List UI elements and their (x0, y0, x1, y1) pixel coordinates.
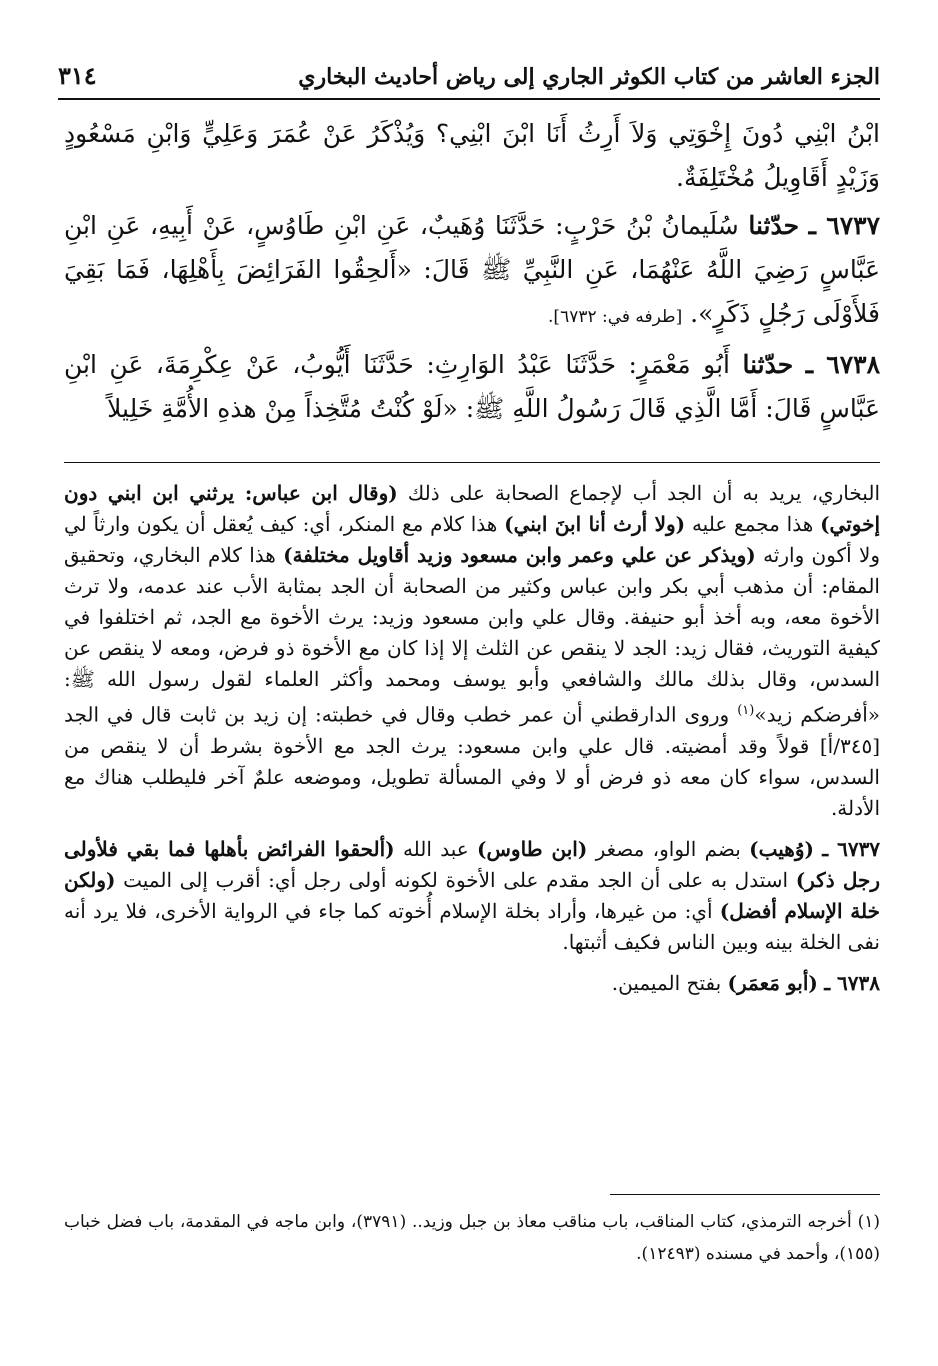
hadith-6737-number: ٦٧٣٧ ـ (808, 211, 881, 240)
hadith-6737 (64, 204, 880, 339)
footnote-text: (١) أخرجه الترمذي، كتاب المناقب، باب مناقب معاذ بن جبل وزيد.. (٣٧٩١)، وابن ماجه في المقدمة، باب فضل خباب (١٥٥)، وأحمد في مسنده (١٢٤٩٣). (64, 1212, 880, 1264)
hadith-6738 (64, 343, 880, 431)
hadith-6737-text: سُلَيمانُ بْنُ حَرْبٍ: حَدَّثَنَا وُهَيبٌ، عَنِ ابْنِ طَاوُسٍ، عَنْ أَبِيهِ، عَنِ ابْنِ عَبَّاسٍ رَضِيَ اللَّهُ عَنْهُمَا، عَنِ النَّبِيِّ ﷺ قَالَ: «أَلحِقُوا الفَرَائِضَ بِأَهْلِهَا، فَمَا بَقِيَ فَلأَوْلَى رَجُلٍ ذَكَرٍ». (64, 211, 880, 328)
commentary-text: بضم الواو، مصغر (595, 836, 741, 861)
commentary-paragraph-6738 (64, 968, 880, 999)
commentary-text: استدل به على أن الجد مقدم على الأخوة لكونه أولى رجل أي: أقرب إلى الميت (123, 867, 789, 892)
commentary-text: هذا مجمع عليه (691, 512, 814, 536)
page-number: ٣١٤ (58, 61, 97, 90)
hadith-6738-number: ٦٧٣٨ ـ (805, 350, 880, 379)
commentary-text: أي: من غيرها، وأراد بخلة الإسلام أُخوته كما جاء في الرواية الأخرى، فلا يرد أنه نفى الخلة بينه وبين الناس فكيف أثبتها. (64, 898, 880, 954)
commentary (64, 478, 880, 1009)
hadith-6737-haddathana: حدّثنا (748, 211, 800, 240)
footnote (64, 1206, 880, 1270)
commentary-quote: (ولكن خلة الإسلام أفضل) (64, 867, 881, 923)
commentary-hadith-number: ٦٧٣٧ ـ (822, 836, 881, 861)
commentary-text: بفتح الميمين. (611, 970, 722, 995)
commentary-paragraph-1 (64, 478, 880, 824)
commentary-text: هذا كلام مع المنكر، أي: كيف يُعقل أن يكون وارثاً لي ولا أكون وارثه (64, 512, 881, 567)
commentary-quote: (ولا أرث أنا ابنَ ابني) (504, 512, 686, 536)
hadith-text (64, 112, 880, 435)
footnote-divider (610, 1194, 880, 1195)
footnote-marker: (١) (737, 703, 755, 718)
running-title: الجزء العاشر من كتاب الكوثر الجاري إلى رياض أحاديث البخاري (298, 64, 880, 90)
commentary-text: البخاري، يريد به أن الجد أب لإجماع الصحابة على ذلك (407, 481, 880, 505)
page-header (58, 52, 880, 100)
commentary-text: عبد الله (402, 836, 469, 861)
commentary-quote: (أبو مَعمَر) (727, 970, 818, 995)
hadith-6738-haddathana: حدّثنا (742, 350, 794, 379)
hadith-intro (64, 112, 880, 200)
commentary-quote: (ويذكر عن علي وعمر وابن مسعود وزيد أقاويل مختلفة) (283, 543, 756, 567)
commentary-quote: (ابن طاوس) (477, 836, 588, 861)
hadith-6737-cross-ref: [طرفه في: ٦٧٣٢]. (548, 307, 683, 327)
hadith-6738-text: أَبُو مَعْمَرٍ: حَدَّثَنَا عَبْدُ الوَارِثِ: حَدَّثَنَا أَيُّوبُ، عَنْ عِكْرِمَةَ، عَنِ ابْنِ عَبَّاسٍ قَالَ: أَمَّا الَّذِي قَالَ رَسُولُ اللَّهِ ﷺ: «لَوْ كُنْتُ مُتَّخِذاً مِنْ هذهِ الأُمَّةِ خَلِيلاً (64, 350, 880, 423)
commentary-quote: (وُهيب) (749, 836, 814, 861)
hadith-intro-text: ابْنُ ابْنِي دُونَ إِخْوَتِي وَلاَ أَرِثُ أَنَا ابْنَ ابْنِي؟ وَيُذْكَرُ عَنْ عُمَرَ وَعَلِيٍّ وَابْنِ مَسْعُودٍ وَزَيْدٍ أَقَاوِيلُ مُخْتَلِفَةٌ. (64, 119, 880, 192)
commentary-hadith-number: ٦٧٣٨ ـ (824, 970, 880, 995)
commentary-paragraph-6737 (64, 834, 880, 958)
commentary-quote: (وقال ابن عباس: يرثني ابن ابني دون إخوتي) (64, 481, 881, 536)
commentary-quote: (ألحقوا الفرائض بأهلها فما بقي فلأولى رجل ذكر) (64, 836, 881, 892)
commentary-text: وروى الدارقطني أن عمر خطب وقال في خطبته: إن زيد بن ثابت قال في الجد [٣٤٥/أ] قولاً وقد أمضيته. قال علي وابن مسعود: يرث الجد مع الأخوة بشرط أن لا ينقص من السدس، سواء كان معه ذو فرض أو لا وفي المسألة تطويل، وموضعه علمٌ آخر فليطلب هناك مع الأدلة. (64, 702, 880, 820)
text-divider (64, 462, 880, 463)
commentary-text: هذا كلام البخاري، وتحقيق المقام: أن مذهب أبي بكر وابن عباس وكثير من الصحابة أن الجد بمثابة الأب عند عدمه، ولا ترث الأخوة معه، وبه أخذ أبو حنيفة. وقال علي وابن مسعود وزيد: يرث الأخوة مع الجد، ثم اختلفوا في كيفية التوريث، فقال زيد: الجد لا ينقص عن الثلث إلا إذا كان مع الأخوة ذو فرض، ومعه لا ينقص عن السدس، وقال بذلك مالك والشافعي وأبو يوسف ومحمد وأكثر العلماء لقول رسول الله ﷺ: «أفرضكم زيد» (64, 543, 881, 727)
